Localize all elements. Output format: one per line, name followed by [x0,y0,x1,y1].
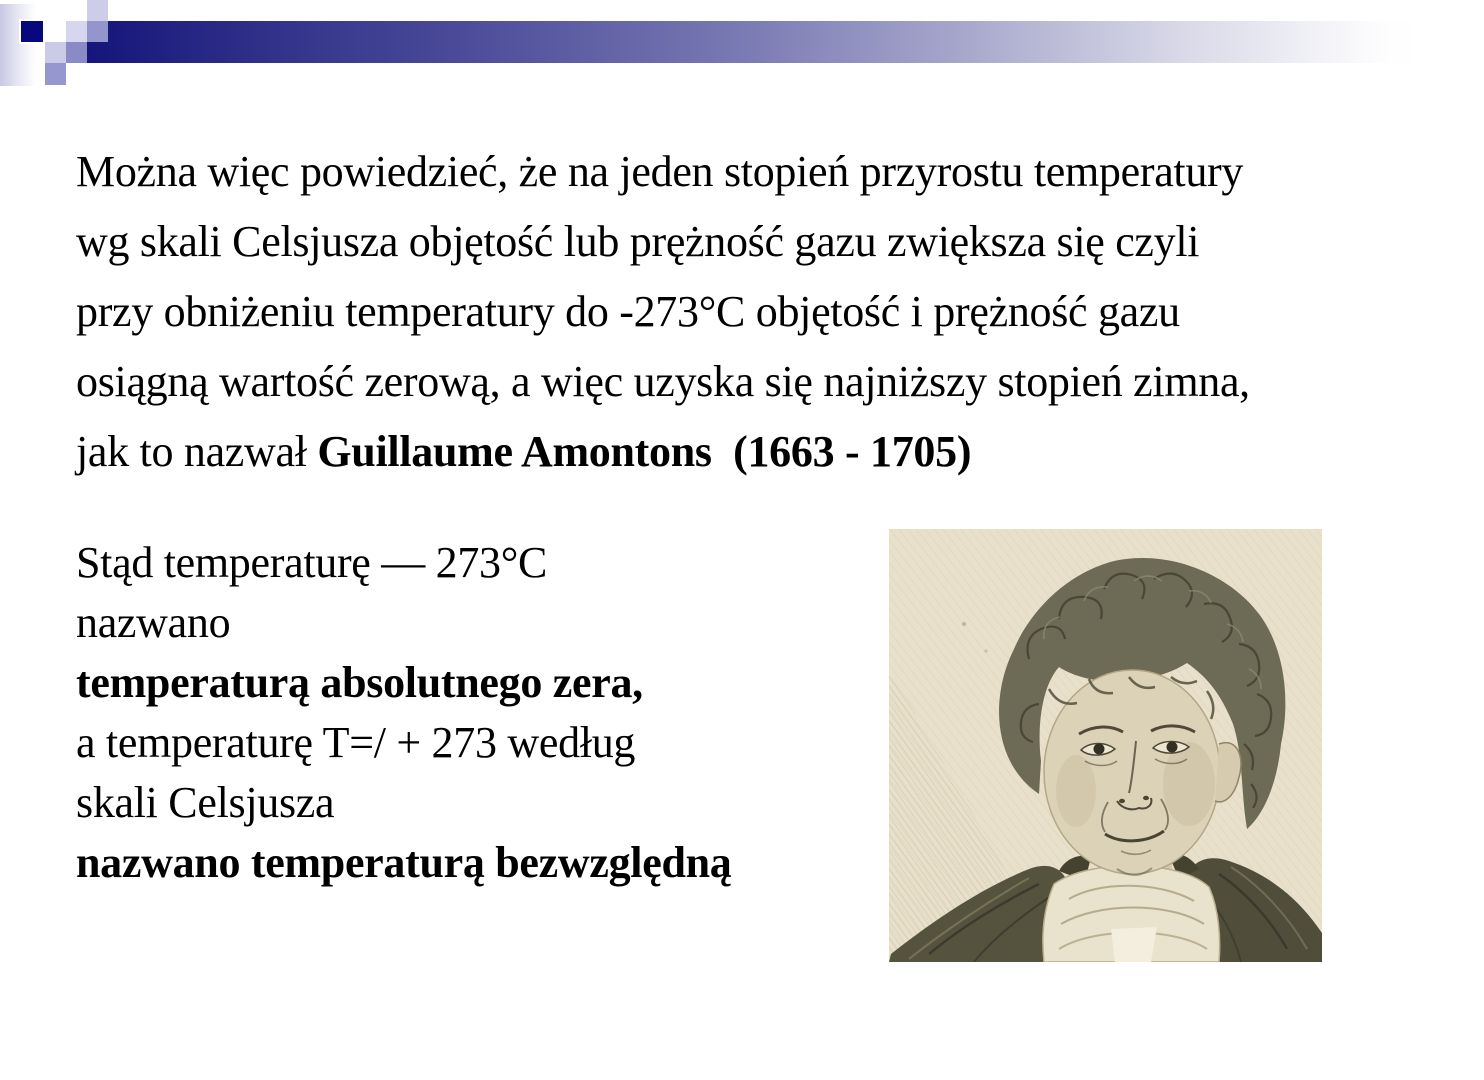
absolute-temperature-term-bold: nazwano temperaturą bezwzględną [76,838,732,887]
deco-square-medium-bar [87,21,108,42]
deco-square-medium-mid [66,42,87,63]
deco-square-medium-low [45,63,66,85]
line-text: wg skali Celsjusza objętość lub prężność gazu zwiększa się czyli [76,217,1200,266]
paragraph-line [76,207,1416,277]
deco-square-navy [21,21,43,42]
line-text: osiągną wartość zerową, a więc uzyska się najniższy stopień zimna, [76,357,1250,406]
paragraph-line [76,347,1416,417]
line-text: jak to nazwał [76,427,318,476]
paragraph-line [76,833,896,893]
header-gradient-strip [0,4,36,86]
deco-square-light-mid [66,21,87,42]
paragraph-line [76,277,1416,347]
deco-square-light-top [87,0,108,21]
header-gradient-bar [87,21,1420,63]
amontons-portrait-drawing [889,529,1322,962]
paragraph-absolute-zero [76,533,896,893]
absolute-zero-term-bold: temperaturą absolutnego zera, [76,658,643,707]
paragraph-main [76,137,1416,487]
paragraph-line [76,593,896,653]
scientist-name-bold: Guillaume Amontons (1663 - 1705) [317,427,972,476]
line-text: a temperaturę T=/ + 273 według [76,718,636,767]
line-text: Można więc powiedzieć, że na jeden stopień przyrostu temperatury [76,147,1244,196]
portrait-image [889,529,1322,962]
line-text: nazwano [76,598,231,647]
paragraph-line [76,137,1416,207]
paragraph-line [76,773,896,833]
paragraph-line [76,533,896,593]
paragraph-line [76,653,896,713]
paragraph-line [76,417,1416,487]
paragraph-line [76,713,896,773]
line-text: skali Celsjusza [76,778,335,827]
deco-square-light-low [45,42,66,63]
line-text: przy obniżeniu temperatury do -273°C objętość i prężność gazu [76,287,1180,336]
line-text: Stąd temperaturę — 273°C [76,538,548,587]
